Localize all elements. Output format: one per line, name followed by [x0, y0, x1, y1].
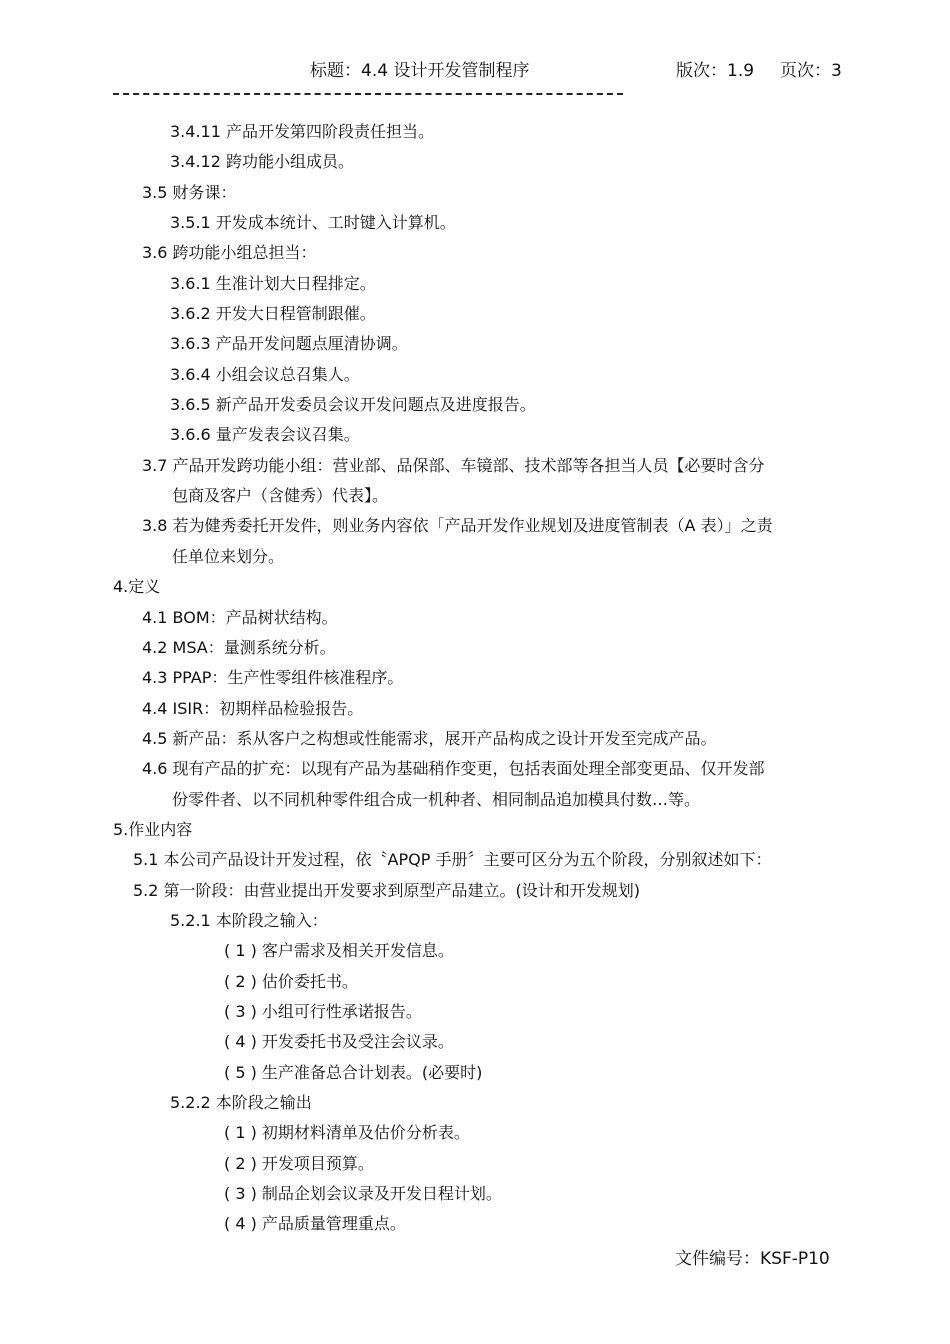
clause-4-4: 4.4 ISIR：初期样品检验报告。: [142, 698, 364, 718]
clause-3-6-1: 3.6.1 生准计划大日程排定。: [170, 273, 376, 293]
clause-3-6: 3.6 跨功能小组总担当：: [142, 243, 317, 263]
page-number: 页次：3: [780, 61, 842, 81]
document-body: [0, 117, 950, 1240]
output-item-3: ( 3 ) 制品企划会议录及开发日程计划。: [224, 1184, 502, 1204]
clause-3-6-6: 3.6.6 量产发表会议召集。: [170, 425, 360, 445]
clause-4-2: 4.2 MSA：量测系统分析。: [142, 637, 336, 657]
clause-4-6-line2: 份零件者、以不同机种零件组合成一机种者、相同制品追加模具付数…等。: [172, 789, 701, 809]
output-item-4: ( 4 ) 产品质量管理重点。: [224, 1214, 406, 1234]
clause-3-6-4: 3.6.4 小组会议总召集人。: [170, 364, 360, 384]
input-item-3: ( 3 ) 小组可行性承诺报告。: [224, 1001, 422, 1021]
clause-4-1: 4.1 BOM：产品树状结构。: [142, 607, 338, 627]
clause-3-8-line1: 3.8 若为健秀委托开发件，则业务内容依「产品开发作业规划及进度管制表（A 表）」之责: [142, 516, 773, 536]
section-4-heading: 4.定义: [113, 577, 161, 597]
clause-3-4-11: 3.4.11 产品开发第四阶段责任担当。: [170, 122, 434, 141]
header-divider: [113, 93, 623, 95]
clause-3-4-12: 3.4.12 跨功能小组成员。: [170, 152, 354, 172]
input-item-2: ( 2 ) 估价委托书。: [224, 971, 358, 991]
document-title: 标题：4.4 设计开发管制程序: [310, 61, 530, 81]
clause-4-6-line1: 4.6 现有产品的扩充：以现有产品为基础稍作变更，包括表面处理全部变更品、仅开发部: [142, 759, 765, 779]
clause-5-2: 5.2 第一阶段：由营业提出开发要求到原型产品建立。(设计和开发规划): [133, 880, 641, 900]
clause-3-8-line2: 任单位来划分。: [172, 546, 285, 566]
input-item-5: ( 5 ) 生产准备总合计划表。(必要时): [224, 1062, 483, 1082]
clause-5-1: 5.1 本公司产品设计开发过程，依〝APQP 手册〞主要可区分为五个阶段，分别叙述如下：: [133, 850, 772, 870]
clause-3-6-5: 3.6.5 新产品开发委员会议开发问题点及进度报告。: [170, 395, 536, 415]
section-5-heading: 5.作业内容: [113, 819, 193, 839]
clause-4-3: 4.3 PPAP：生产性零组件核准程序。: [142, 668, 404, 688]
clause-3-6-2: 3.6.2 开发大日程管制跟催。: [170, 304, 376, 324]
clause-3-5-1: 3.5.1 开发成本统计、工时键入计算机。: [170, 213, 456, 233]
clause-5-2-1: 5.2.1 本阶段之输入：: [170, 910, 328, 930]
clause-3-5: 3.5 财务课：: [142, 182, 237, 202]
clause-4-5: 4.5 新产品：系从客户之构想或性能需求，展开产品构成之设计开发至完成产品。: [142, 728, 717, 748]
output-item-2: ( 2 ) 开发项目预算。: [224, 1153, 374, 1173]
clause-3-7-line1: 3.7 产品开发跨功能小组：营业部、品保部、车镜部、技术部等各担当人员【必要时含分: [142, 455, 765, 475]
document-version: 版次：1.9: [676, 61, 755, 81]
document-number: 文件编号：KSF-P10: [675, 1249, 830, 1269]
output-item-1: ( 1 ) 初期材料清单及估价分析表。: [224, 1123, 470, 1143]
clause-3-6-3: 3.6.3 产品开发问题点厘清协调。: [170, 334, 408, 354]
input-item-1: ( 1 ) 客户需求及相关开发信息。: [224, 941, 454, 961]
clause-5-2-2: 5.2.2 本阶段之输出: [170, 1093, 312, 1112]
clause-3-7-line2: 包商及客户（含健秀）代表】。: [172, 486, 389, 506]
input-item-4: ( 4 ) 开发委托书及受注会议录。: [224, 1032, 454, 1052]
